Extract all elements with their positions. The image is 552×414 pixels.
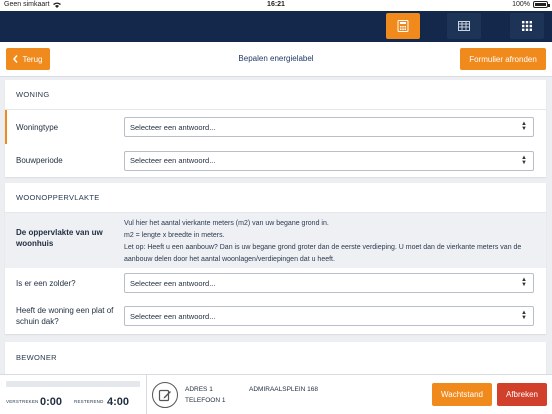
select-value: Selecteer een antwoord... [130,311,216,321]
grid-icon [522,21,532,31]
battery-info [512,1,548,8]
section-title: WONING [5,80,546,110]
woningtype-select[interactable] [124,117,534,137]
top-navbar [0,11,552,42]
field-row-woningtype [5,110,546,144]
resterend-label: RESTEREND [74,399,104,404]
telefoon-line: TELEFOON 1 [185,397,226,404]
info-label: De oppervlakte van uw woonhuis [16,228,103,248]
back-button-label: Terug [22,54,43,64]
field-label: Woningtype [16,122,59,132]
adres-line: ADRES 1 [185,386,213,393]
finish-form-button[interactable]: Formulier afronden [460,48,546,70]
sort-caret-icon: ▲ ▼ [521,277,527,288]
sort-caret-icon: ▲ ▼ [521,121,527,132]
grid-menu-button[interactable] [510,13,544,39]
afbreken-button[interactable]: Afbreken [497,383,547,406]
info-row-oppervlakte [5,213,546,268]
section-bewoner [5,342,546,374]
section-title: BEWONER [16,352,57,362]
info-line: Let op: Heeft u een aanbouw? Dan is uw begane grond groter dan de eerste verdieping. U moet dan de vierkante meters van de aanbouw delen door het aantal woonlagen/verdiepingen dat u heeft. [124,244,522,263]
bouwperiode-select[interactable] [124,151,534,171]
info-line: m2 = lengte x breedte in meters. [124,232,225,239]
status-bar [0,0,552,11]
field-row-zolder [5,268,546,298]
field-label: Is er een zolder? [16,278,76,288]
sort-caret-icon: ▲ ▼ [521,310,527,321]
section-title: WOONOPPERVLAKTE [5,183,546,213]
calculator-icon [397,20,409,32]
field-label: Bouwperiode [16,156,63,165]
wachtstand-button[interactable]: Wachtstand [432,383,492,406]
dak-select[interactable] [124,306,534,326]
select-value: Selecteer een antwoord... [130,278,216,288]
section-woonoppervlakte [5,183,546,334]
sort-caret-icon: ▲ ▼ [521,154,527,166]
address-value: ADMIRAALSPLEIN 168 [249,386,319,393]
field-row-bouwperiode [5,144,546,177]
verstreken-value: 0:00 [40,396,63,408]
select-value: Selecteer een antwoord... [130,156,216,165]
field-row-dak [5,298,546,334]
time-progress-bar [6,381,140,387]
carrier-label: Geen simkaart [4,1,50,8]
field-label: Heeft de woning een plat of schuin dak? [16,306,114,326]
verstreken-label: VERSTREKEN [6,399,39,404]
form-toolbar [0,42,552,77]
battery-icon [533,1,548,8]
zolder-select[interactable] [124,273,534,293]
info-text [124,218,539,266]
table-icon [458,21,470,31]
footer-bar [0,374,552,414]
footer-divider [146,375,147,414]
info-line: Vul hier het aantal vierkante meters (m2) van uw begane grond in. [124,220,329,227]
edit-note-icon [158,388,172,402]
table-button[interactable] [447,13,481,39]
resterend-value: 4:00 [107,396,130,408]
select-value: Selecteer een antwoord... [130,122,216,132]
calculator-button[interactable] [386,13,420,39]
section-woning [5,80,546,177]
page-title: Bepalen energielabel [238,54,314,63]
clock: 16:21 [267,1,285,8]
battery-label: 100% [512,1,530,8]
edit-note-button[interactable] [152,382,178,408]
